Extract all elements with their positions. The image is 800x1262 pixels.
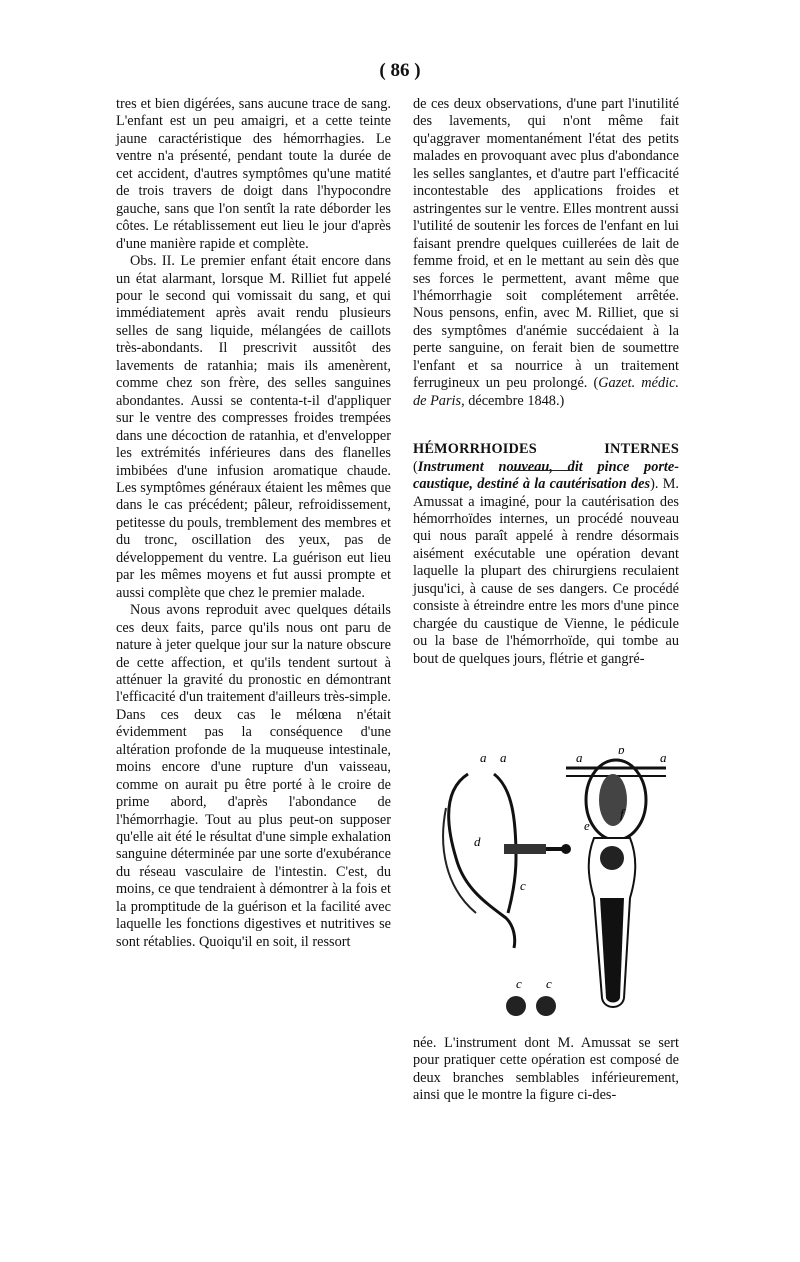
figure-label: a (660, 750, 667, 765)
section-divider (512, 470, 574, 471)
section-body: M. Amussat a imaginé, pour la cautérisation des hémorrhoïdes internes, un procédé nouveau qui nous paraît appelé à rendre désormais aisément exécutable une opération devant laquelle la plupart des chirurgiens reculaient jusqu'ici, à cause de ses dangers. Ce procédé consiste à étreindre entre les mors d'une pince chargée du caustique de Vienne, le pédicule ou la base de l'hémorrhoïde, qui tombe au bout de quelques jours, flétrie et gangré- (413, 476, 679, 667)
page-number: ( 86 ) (379, 60, 421, 81)
paragraph: tres et bien digérées, sans aucune trace de sang. L'enfant est un peu amaigri, et a cette teinte jaune caractéristique des hémorrhagies. Le ventre n'a présenté, pendant toute la durée de cet accident, d'autres symptômes qu'une matité de trois travers de doigt dans l'hypocondre gauche, sans que l'on sentît la rate déborder les côtes. Le rétablissement eut lieu le jour d'après d'une manière rapide et complète. (116, 96, 391, 252)
right-column-continued (413, 1035, 679, 1105)
joint (600, 846, 624, 870)
citation-journal: Gazet. médic. de Paris (413, 375, 679, 409)
part-disc-left (506, 996, 526, 1016)
figure-label: a (480, 750, 487, 765)
paragraph: de ces deux observations, d'une part l'inutilité des lavements, qui n'ont même fait qu'aggraver momentanément l'état des petits malades en provoquant avec plus d'abondance les selles sanglantes, et d'autre part l'efficacité incontestable des applications froides et astringentes sur le ventre. Elles montrent aussi l'utilité de soutenir les forces de l'enfant en lui faisant prendre quelques cuillerées de lait de femme froid, et en le mettant au sein dès que ses forces le permettent, avant même que l'hémorrhagie soit complétement arrêtée. Nous pensons, enfin, avec M. Rilliet, que si des symptômes d'anémie succédaient à la perte sanguine, on ferait bien de soumettre l'enfant et sa nourrice à un traitement ferrugineux un peu prolongé. (Gazet. médic. de Paris, décembre 1848.) (413, 96, 679, 409)
right-column (413, 96, 679, 668)
figure-label: a (500, 750, 507, 765)
screw-knob (561, 844, 571, 854)
figure-label: e (584, 818, 590, 833)
paragraph: née. L'instrument dont M. Amussat se sert pour pratiquer cette opération est composé de deux branches semblables inférieurement, ainsi que le montre la figure ci-des- (413, 1035, 679, 1104)
paragraph-text: de ces deux observations, d'une part l'inutilité des lavements, qui n'ont même fait qu'aggraver momentanément l'état des petits malades en provoquant avec plus d'abondance les selles sanglantes, et d'autre part l'efficacité incontestable des applications froides et astringentes sur le ventre. Elles montrent aussi l'utilité de soutenir les forces de l'enfant en lui faisant prendre quelques cuillerées de lait de femme froid, et en le mettant au sein dès que ses forces le permettent, avant même que l'hémorrhagie soit complétement arrêtée. Nous pensons, enfin, avec M. Rilliet, que si des symptômes d'anémie succédaient à la perte sanguine, on ferait bien de soumettre l'enfant et sa nourrice à un traitement ferrugineux un peu prolongé. (413, 96, 679, 392)
branch-left (449, 774, 515, 948)
screw (504, 844, 546, 854)
instrument-illustration (416, 748, 684, 1030)
figure-label: a (576, 750, 583, 765)
figure-label: c (520, 878, 526, 893)
figure-label: d (474, 834, 481, 849)
figure-label: c (546, 976, 552, 991)
part-disc-right (536, 996, 556, 1016)
branch-right (494, 774, 516, 913)
citation-date: décembre 1848. (468, 392, 560, 409)
figure-label: f (620, 806, 624, 821)
section-heading: HÉMORRHOIDES INTERNES (413, 441, 679, 458)
figure-label: c (516, 976, 522, 991)
paragraph: Nous avons reproduit avec quelques détails ces deux faits, parce qu'ils nous ont paru de nature à jeter quelque jour sur la nature obscure de cette affection, et qu'ils tendent surtout à atténuer la gravité du pronostic en démontrant l'efficacité d'un traitement d'ailleurs très-simple. Dans ces deux cas le mélœna n'était évidemment pas la conséquence d'une altération profonde de la muqueuse intestinale, moins encore d'une rupture d'un vaisseau, comme on aurait pu être porté à le croire de prime abord, d'après l'abondance de l'hémorrhagie. Tout au plus peut-on supposer qu'elle ait été le résultat d'une simple exhalation sanguine déterminée par une sorte d'exubérance du réseau vasculaire de l'intestin. C'est, du moins, ce que tendraient à démontrer à la fois et la promptitude de la guérison et la facilité avec laquelle les fonctions digestives et nutritives se sont rétablies. Quoiqu'il en soit, il ressort (116, 602, 391, 950)
section-paragraph: HÉMORRHOIDES INTERNES (Instrument nouveau, dit pince porte-caustique, destiné à la cautérisation des). M. Amussat a imaginé, pour la cautérisation des hémorrhoïdes internes, un procédé nouveau qui nous paraît appelé à rendre désormais aisément exécutable une opération devant laquelle la plupart des chirurgiens reculaient jusqu'ici, à cause de ses dangers. Ce procédé consiste à étreindre entre les mors d'une pince chargée du caustique de Vienne, le pédicule ou la base de l'hémorrhoïde, qui tombe au bout de quelques jours, flétrie et gangré- (413, 441, 679, 667)
figure-label: b (618, 748, 625, 757)
paragraph: Obs. II. Le premier enfant était encore dans un état alarmant, lorsque M. Rilliet fut appelé pour le second qui vomissait du sang, et qui immédiatement après avait rendu plusieurs selles de sang liquide, mélangées de caillots très-abondants. Il prescrivit aussitôt des lavements de ratanhia; mais ils amenèrent, comme chez son frère, des selles sanguines abondantes. Aussi se contenta-t-il d'appliquer sur le ventre des compresses froides trempées dans une décoction de ratanhia, et d'envelopper les extrémités inférieures dans des flanelles imbibées d'une infusion aromatique chaude. Les symptômes généraux étaient les mêmes que dans le cas précédent; pâleur, refroidissement, petitesse du pouls, tremblement des membres et du tronc, oscillation des yeux, pas de développement du ventre. La guérison eut lieu par les mêmes moyens et fut aussi prompte et aussi complète que chez le premier malade. (116, 253, 391, 601)
instrument-figure (416, 748, 684, 1030)
section-subtitle: Instrument nouveau, dit pince porte-caustique, destiné à la cautérisation des (413, 458, 679, 493)
left-column (116, 96, 391, 951)
